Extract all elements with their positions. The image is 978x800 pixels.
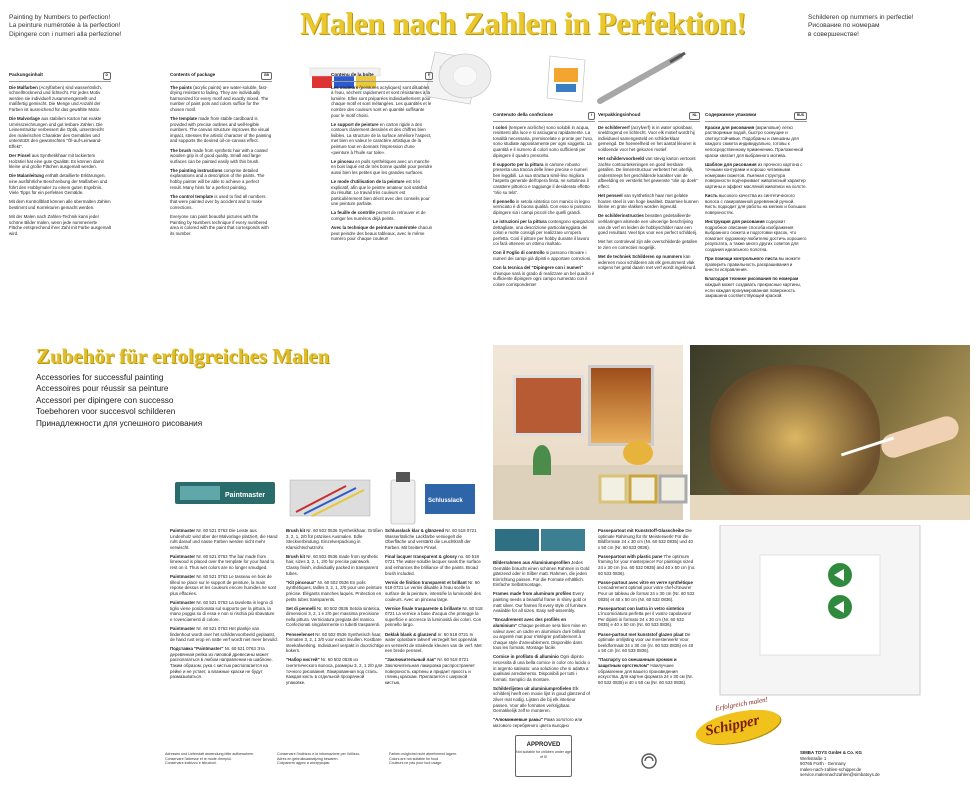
accessory-paragraph [385, 606, 483, 628]
accessory-name: Passepartout con lastra in vetro sintetico [598, 605, 685, 611]
paragraph [331, 210, 433, 221]
accessory-paragraph [286, 554, 384, 576]
language-badge: F [425, 72, 433, 80]
paragraph-lead: Инструкция для рисования [705, 219, 765, 224]
accessory-paragraph [493, 686, 591, 714]
paragraph-text: каждый может создавать прекрасные картины, если каждая пронумерованная поверхность закрашена соответствующей краской. [705, 281, 801, 299]
accessory-name: Cornice in profilato di alluminio [493, 654, 559, 660]
paragraph-lead: Avec la technique de peinture numérotée [331, 225, 417, 231]
accessory-description: Nr. 60 502 0536 Setola sintetica, dimensioni 3, 2, 1 e 2/0 per massima precisione nella pittura. Verniciatura pregiata del manico. Confezionati singolarmente in tubetti trasparenti. [286, 605, 381, 628]
paragraph-text: Met het controleval zijn alle overschilderde getallen te zien en correcties mogelijk. [598, 239, 698, 250]
footer-note-group-1 [165, 752, 265, 766]
paragraph-lead: Het penseel [598, 193, 623, 199]
column-heading-text: Содержимое упаковки [705, 112, 757, 117]
paragraph-lead: Der Pinsel [9, 153, 31, 159]
instruction-sheet-icon [547, 56, 585, 102]
paragraph-lead: The control template [170, 193, 214, 199]
paragraph-text: chacun peut peindre des beaux tableaux, avec le même numéro pour chaque couleur! [331, 225, 433, 242]
tagline-ru-1: Рисование по номерам [808, 22, 880, 30]
language-badge: GB [261, 72, 272, 80]
accessory-paragraph [493, 717, 591, 730]
accessory-paragraph [170, 554, 278, 571]
accessory-description: Nr. 60 521 0763 Het plankje van lindenhout wordt over het schildervoorbeeld geplaatst, de hand rust erop en natte verf wordt niet meer bevuild. [170, 625, 278, 643]
paragraph-text: высокого качества из синтетического волоса с лакированной деревянной ручкой. Кисть подходит для работы на мелких и больших поверхностях. [705, 193, 806, 215]
paragraph [331, 159, 433, 176]
accessory-name: "Алюминиевые рамы" [493, 717, 543, 723]
paragraph-text: contengono spiegazioni dettagliate, una descrizione particolareggiata dei colori e molte consigli per realizzare un'opera perfetta. Così il pittore per hobby durante il lavoro coi farà ottenere un ottimo risultato. [493, 219, 595, 247]
paragraph-lead: Il supporto per la pittura [493, 161, 544, 167]
paragraph-lead: Le mode d'utilisation de la peinture [331, 179, 405, 184]
paragraph-text: comprise detailed explanations and a description of the paints. The hobby painter will be able to achieve a perfect result. Many hints for a perfect painting. [170, 167, 265, 190]
accessory-paragraph [598, 554, 696, 576]
footer-note-group-3 [389, 752, 489, 766]
paragraph-lead: The brush [170, 147, 192, 153]
accessory-description: Every painting needs a beautiful frame in shiny gold or matt silver. Our frames fit every style of furniture. Available for all sizes. Easy self-assembly. [493, 591, 588, 614]
accessory-name: Paintmaster [170, 625, 196, 631]
content-column-0 [9, 72, 111, 336]
accessory-description: L'encadrement optimal pour votre chef-d'œuvre! Pour un tableau de format 24 x 30 cm (Nr. 60 532 0835) et 40 x 50 cm (Nr. 60 533 0836). [598, 585, 695, 602]
content-column-2 [331, 72, 433, 336]
paragraph-lead: The paints [170, 84, 192, 90]
footer-note: Conservare indirizzo e istruzioni. [165, 761, 217, 766]
accessory-description: Die optimale Rahmung für Ihr Meisterwerk! Für die Bildformate 24 x 30 cm (Nr. 60 532 0835) und 40 x 50 cm (Nr. 60 533 0836). [598, 528, 693, 550]
accessory-description: The optimum framing for your masterpiece! For paintings sized 24 x 30 cm (no. 60 532 0835) and 40 x 50 cm (no. 60 533 0836). [598, 553, 696, 576]
accessory-name: Vernice finale trasparente & brillante [385, 605, 462, 611]
accessory-name: Bilderrahmen aus Aluminiumprofilen [493, 560, 570, 565]
accessory-name: "Заключительный лак" [385, 657, 437, 663]
tagline-it: Dipingere con i numeri alla perfezione! [9, 30, 122, 38]
accessory-paragraph [385, 528, 483, 550]
paragraph-text: van stevig karton vertoont zachte contourtekeningen en goed leesbare getallen. De linnenstructuur verbetert het uiterlijk, onderstreept het geschilderde karakter van de afbeelding en versterkt het gewenste "olie op doek" effect. [598, 156, 698, 190]
paragraph [493, 125, 595, 159]
paragraph-text: Everyone can paint beautiful pictures with the Painting by Numbers technique if every numbered area is colored with the paint that corresponds with its number. [170, 213, 269, 236]
accessory-name: Подставка "Paintmaster" [170, 646, 224, 652]
accessories-line-en: Accessories for successful painting [36, 373, 164, 382]
paragraph [331, 179, 433, 207]
paragraph [493, 219, 595, 247]
accessory-paragraph [286, 580, 384, 602]
paragraph [705, 162, 807, 190]
accessory-description: Nr. 60 521 0763 Die Leiste aus Lindenholz wird über der Malvorlage platziert, die Hand ruht darauf und nasse Farben werden nicht mehr verwischt. [170, 528, 278, 550]
accessory-column-4 [598, 528, 696, 743]
paragraph [170, 168, 272, 190]
paragraph-lead: Met de techniek Schilderen op nummers [598, 253, 683, 259]
paragraph [9, 173, 111, 195]
hand-painting-photo [690, 345, 970, 520]
address-line-1: Werkstraße 1 [800, 755, 827, 761]
language-badge: D [103, 72, 111, 80]
paragraph-lead: При помощи контрольного листа [705, 256, 778, 262]
age-warning: Not suitable for children under age of 5! [516, 750, 571, 759]
paragraph-text: из прочного картона с точными контурами и хорошо читаемыми номерами сюжетов. Льняная структура поверхности подчеркивает живописный характер картины и эффект масляной живописи на холсте. [705, 161, 807, 190]
paragraph-lead: Кисть [705, 193, 718, 199]
accessory-column-1 [286, 528, 384, 743]
accessory-paragraph [286, 606, 384, 628]
paragraph [9, 116, 111, 150]
frame-samples-image [493, 525, 588, 555]
accessory-name: "Паспарту со смешанным хромом и защитным оргстеклом" [598, 657, 677, 668]
accessory-column-3 [493, 560, 591, 730]
accessory-description: Nr. 60 521 0763 La tavoletta in legno di tiglio viene posizionata sul supporto per la pittura, la mano poggia su di essa e non si rischia più sbavature e rovesciamenti di colore. [170, 600, 275, 622]
accessory-description: Jedes Gemälde braucht einen schönen Rahmen in Gold glänzend oder in Silber matt. Rahmen, die jeden Einrichtung passen. Für die Formate erhältlich. Einfache Selbstmontage. [493, 560, 590, 588]
column-heading [9, 72, 111, 82]
paragraph-lead: Die Malanleitung [9, 173, 44, 179]
accessory-description: Chaque peinture sera bien mise en valeur avec un cadre en aluminium doré brillant ou argenté mat pour s'intégrer parfaitement à chaque style d'ameublement. Disponible dans tous les formats. Montage facile. [493, 622, 587, 651]
tagline-nl: Schilderen op nummers in perfectie! [808, 14, 914, 21]
paragraph-lead: De schilderinstructies [598, 213, 644, 219]
paragraph-text: si possono ritrovare i numeri dei campi già dipinti e apportare correzioni. [493, 250, 592, 262]
paragraph-lead: De schilderverf [598, 124, 630, 130]
paragraph-text: Mit der Malen nach Zahlen-Technik kann jeder schöne Bilder malen, wenn jede nummerierte Fläche entsprechend ihrer Zahl mit Farbe ausgemalt wird. [9, 213, 111, 236]
accessory-name: Brush kit [286, 553, 306, 559]
footer-note: Adres en gebruiksaanwijzing bewaren. [277, 756, 339, 761]
accessory-description: Nr. 60 518 0721 La vernice a base d'acqua che protegge la superficie e accresce la luminosità dei colori. Con pennello largo. [385, 605, 483, 628]
footer-note: Couleurs ne pas pour tout usage. [389, 761, 443, 766]
paragraph [170, 116, 272, 144]
accessory-name: Penseelenset [286, 631, 315, 637]
paragraph-lead: Le pinceau [331, 158, 354, 164]
accessory-paragraph [598, 528, 696, 550]
footer-note: Adressen und Lieferstatt anwendung bitte aufbewahren. [165, 752, 255, 756]
paragraph [493, 250, 595, 261]
content-column-4 [598, 112, 700, 336]
paragraph-text: en carton rigide a des contours clairement dessinés et des chiffres bien lisibles. La structure de la surface améliore l'aspect, met bien en valeur le caractère artistique de la peinture tout en donnant l'impression d'une «peinture à l'huile sur toile». [331, 121, 432, 155]
accessory-description: Рама золотого или матового серебряного цвета выгодно [493, 717, 583, 728]
accessory-name: Passe-partout met kunststof glazen plaat [598, 631, 684, 637]
accessory-paragraph [385, 554, 483, 576]
company-address [800, 750, 920, 778]
paragraph-lead: Il pennello [493, 198, 515, 204]
paragraph-lead: La feuille de contrôle [331, 210, 375, 216]
accessories-title: Zubehör für erfolgreiches Malen [36, 344, 330, 368]
tagline-en: Painting by Numbers to perfection! [9, 14, 111, 21]
paragraph-lead: I colori [493, 124, 508, 130]
brand-text: Schipper [703, 712, 761, 740]
paintmaster-label: Paintmaster [225, 492, 266, 499]
accessory-name: Schlusslack klar & glänzend [385, 528, 445, 533]
footer-note: Сохраните адрес и инструкцию. [277, 761, 331, 766]
accessory-description: Nr. 60 521 0763 Le tasseau en bois de tilleul se place sur le support de peinture, la main repose dessus et les couleurs encore humides ne sont plus effacées. [170, 574, 277, 596]
accessory-description: De optimale omlijsting voor uw meesterwerk! Voor beeldformaat 24 x 30 cm (nr. 60 532 0835) en 40 x 50 cm (nr. 60 533 0836). [598, 631, 694, 654]
column-heading [598, 112, 700, 122]
accessory-paragraph [286, 528, 384, 550]
accessory-paragraph [598, 580, 696, 602]
accessory-name: Brush kit [286, 528, 306, 533]
address-line-3: malen-nach-zahlen-schipper.de [800, 766, 862, 772]
accessory-description: Nr. 60 502 0536 из синтетического волоса, размеры 3, 2, 1 2/0 для точного рисования. Лакированная под сталь. Каждая кисть в отдельной прозрачной упаковке. [286, 657, 383, 685]
approved-text: APPROVED [526, 742, 561, 748]
accessory-description: Ogni dipinto necessita di una bella cornice in color oro lucido o in argento satinato: una soluzione che si adatta a qualsiasi arredamento. Disponibili per tutti i formati. Semplici da montare. [493, 654, 590, 682]
accessory-description: Nr. 60 518 0721 Le vernis diluable à l'eau scelle la surface de la peinture, intensifie la luminosité des couleurs. Avec un pinceau large. [385, 579, 481, 602]
paragraph-text: (acrylverf) is in water oplosbaar, sneldrogend en lichtecht. Voor elk motief wordt hij individueel samengesteld en schilderklaar gemengd. De hoeveelheid en het aantal kleuren is voldoende voor het gekozen motief. [598, 124, 696, 152]
accessory-name: Set di pennelli [286, 605, 316, 611]
accessory-description: Наилучшее обрамление для вашего произведения искусства. Для картин формата 24 x 30 см (Nr. 60 532 0835) и 40 x 50 см (Nr. 60 533 0836). [598, 662, 693, 685]
paragraph-text: in setola sintetica con manico in legno verniciato è di buona qualità. Con esso si possono dipingere sia i campi piccoli che quelli grandi. [493, 198, 591, 215]
accessory-paragraph [170, 626, 278, 643]
accessory-column-0 [170, 528, 278, 743]
accessory-name: Paintmaster [170, 528, 196, 533]
paragraph-text: (acrylic paints) are water-soluble, fast-drying resistant to fading. They are individually harmonized for every motif and exactly mixed. The number of paint pots and colors suffice for the chosen motif. [170, 84, 269, 112]
header-right-taglines [808, 14, 978, 39]
paragraph-lead: The painting instructions [170, 167, 223, 173]
accessory-column-2 [385, 528, 483, 743]
paragraph-lead: Les couleurs [331, 84, 359, 90]
accessory-description: L'incorniciatura perfetta per il vostro capolavoro! Per dipinti in formato 24 x 30 cm (Nr. 60 532 0835) e 40 x 50 cm (Nr. 60 533 0836). [598, 611, 692, 628]
language-badge: RUS [794, 112, 807, 120]
accessory-name: "Набор кистей" [286, 657, 320, 663]
paragraph-text: chiunque sarà in grado di realizzare un bel quadro è sufficiente dipingere ogni campo numerato con il colore corrispondente! [493, 270, 595, 287]
header-left-taglines [9, 14, 159, 39]
paragraph [598, 125, 700, 153]
footer-note: Farben möglichst nicht abnehmend lagern. [389, 752, 458, 756]
paragraph [331, 225, 433, 242]
paragraph-lead: Благодаря технике рисования по номерам [705, 276, 799, 282]
accessory-description: Nr. 60 521 0763 Эта деревянная рейка из липовой древесины может располагаться в любом направлении на шаблоне. Таким образом, рука с кистью располагается на рейке и не устает, а влажные краски не будут размазываться. [170, 646, 273, 680]
paragraph-lead: Die Malvorlage [9, 116, 40, 122]
paragraph [705, 219, 807, 253]
accessories-line-ru: Принадлежности для успешного рисования [36, 418, 203, 428]
paragraph [9, 85, 111, 113]
paragraph-lead: Шаблон для рисования [705, 161, 757, 167]
paragraph-lead: The template [170, 116, 198, 122]
paragraph-text: (peintures acryliques) sont diluables à l'eau, séchent rapidement et sont résistantes à la lumière. Elles sont préparées individuellement pour chaque motif et sont mélangées. Les quantités et le nombre des couleurs sont en quantité suffisante pour le motif choisi. [331, 84, 432, 118]
main-title: Malen nach Zahlen in Perfektion! [300, 5, 747, 41]
paragraph-text: (Acrylfarben) sind wasserlöslich, schnelltrocknend und lichtecht. Für jedes Motiv werden sie individuell zusammengestellt und maßfertig gemischt. Die Menge und Anzahl der Farben ist ausreichend für das gewählte Motiv. [9, 84, 102, 112]
paragraph-text: (tempere acriliche) sono solubili in acqua, resistenti alla luce e si asciugano rapidamente. La tonalità necessaria, premiscelate e pronte per l'uso, sono studiate appositamente per ogni soggetto. La quantità e il numero di colori sono sufficienti per dipingere il quadro prescelto. [493, 124, 594, 158]
accessory-name: Paintmaster [170, 553, 196, 559]
column-heading-text: Packungsinhalt [9, 72, 43, 77]
accessory-description: no. 60 518 0721 The water-soluble lacquer seals the surface and enhances the brilliance of the paints. Broad brush included. [385, 553, 481, 576]
accessories-line-it: Accessori per dipingere con successo [36, 395, 174, 405]
paragraph-text: bevatten gedetailleerde verklaringen alsmede een uitvoerige beschrijving van de verf en leiden de hobbyschilder naar een goed resultaat. Veel tips voor een perfect schilderij. [598, 213, 698, 236]
accessories-line-nl: Toebehoren voor succesvol schilderen [36, 407, 176, 417]
paragraph-text: вы можете проверить правильность раскрашивания и внести исправления. [705, 256, 801, 273]
column-heading [493, 112, 595, 122]
paragraph [598, 213, 700, 235]
accessories-taglines [36, 372, 336, 429]
paragraph [598, 156, 700, 190]
lacquer-label: Schlusslack [428, 498, 463, 504]
accessory-name: Deklak blank & glanzend [385, 631, 437, 637]
paragraph-text: made from synthetic hair with a coated wooden grip is of good quality. Small and large surfaces can be painted easily with this brush. [170, 147, 268, 164]
paragraph [598, 193, 700, 210]
paragraph [170, 194, 272, 211]
paragraph [9, 153, 111, 170]
accessory-paragraph [385, 657, 483, 685]
paragraph [493, 265, 595, 287]
paragraph-text: содержит подробное описание способа изображения выбранного сюжета и подготовки красок, что помогает художнику-любителю достичь хорошего результата, а также много других советов для создания идеального полотна. [705, 219, 807, 252]
paragraph-text: kan iedereen mooi schilderen als elk genummerd vlak volgens het getal daarin met verf wordt ingekleurd. [598, 253, 697, 271]
cardboard-roll-icon [435, 48, 505, 104]
accessory-paragraph [598, 632, 696, 654]
footer-notes [165, 752, 495, 792]
paragraph-lead: Con il Foglio di controllo [493, 250, 545, 256]
accessory-name: Final lacquer transparent & glossy [385, 553, 457, 559]
accessory-description: Nr. 60 518 0721 Заключительная лакировка распространяет поверхность картины и придает яркость и глянец краскам. Прилагается с широкой кистью. [385, 657, 475, 685]
approved-badge [515, 735, 572, 777]
accessory-name: Paintmaster [170, 574, 196, 580]
slogan-text: Erfolgreich malen! [714, 695, 769, 713]
paragraph-lead: Con la tecnica del "Dipingere con i numeri" [493, 265, 584, 271]
accessory-description: nr. 60 518 0721 In water oplosbare lakverf verzegelt het oppervlak en versterkt de stralende kleuren van de verf. Met een brede penseel. [385, 631, 482, 654]
paragraph-text: aus stabilem Karton hat exakte Umrisszeichnungen und gut lesbare Zahlen. Die Leinenstruktur verbessert die Optik, unterstreicht den malerischen Charakter des Gemäldes und unterstützt den gewünschten "Öl-auf-Leinwand-Effekt". [9, 116, 104, 150]
recycling-icon [640, 752, 658, 770]
frame-profile-image [598, 472, 688, 512]
accessory-paragraph [598, 606, 696, 628]
paragraph-text: is used to find all numbers that were painted over by accident and to make corrections. [170, 193, 266, 210]
footer-note: Colors are not suitable for food [389, 756, 439, 761]
paragraph [598, 254, 700, 271]
accessory-description: Nr. 60 521 0763 The bar made from limewood is placed over the template for your hand to rest on it. Thus wet colors are no longer smudged. [170, 553, 275, 571]
column-heading [170, 72, 272, 82]
paragraph [170, 148, 272, 165]
accessory-paragraph [286, 657, 384, 685]
paragraph-text: en poils synthétiques avec un manche en bois laqué est de très bonne qualité pour peindre aussi bien les petites que les grandes surfaces. [331, 158, 433, 175]
paragraph [705, 256, 807, 273]
accessory-name: Passe-partout avec vitre en verre synthétique [598, 579, 693, 585]
accessory-name: Passepartout mit Kunststoff-Glasscheibe [598, 528, 685, 533]
footer-note: Conservare l'adresse et le mode d'emploi. [165, 756, 232, 761]
paragraph-lead: Die Malfarben [9, 84, 38, 90]
paragraph-text: van synthetisch haar met gelakte houten steel is van hoge kwaliteit. Daarmee kunnen kleine en grote vlakken worden ingevuld. [598, 193, 699, 210]
accessory-description: Nr. 60 502 0536 made from synthetic hair, sizes 3, 2, 1, 2/0 for precise paintwork. Classy finish, individually packed in transparent tubes. [286, 553, 379, 576]
passepartout-image [690, 525, 960, 705]
brush-kit-product-image [286, 472, 376, 522]
paragraph-text: est très explicatif, afin que le peintre amateur soit satisfait du résultat. Le travail très couleurs est particulièrement bien décrit avec des conseils pour une peinture parfaite. [331, 179, 430, 207]
paragraph-text: made from stable cardboard is provided with precise outlines and well-legible numbers. The canvas structure improves the visual impact, stresses the artistic character of the painting and supports the desired oil-on-canvas effect. [170, 116, 272, 144]
accessory-name: Paintmaster [170, 600, 196, 606]
lacquer-product-image [385, 470, 485, 530]
paragraph-lead: Краски для рисования [705, 124, 755, 130]
language-badge: NL [689, 112, 700, 120]
column-heading [331, 72, 433, 82]
paragraph [705, 125, 807, 159]
schipper-logo [695, 695, 785, 748]
paragraph-text: Mit dem Kontrollblatt können alle übermalten Zahlen bestimmt und Korrekturen gemacht werden. [9, 199, 111, 210]
paragraph-text: in cartone robusto presenta una traccia delle linee precise e numeri ben leggibili. La sua struttura simil-lino migliora l'aspetto generale dell'opera finita, ne sottolinea il carattere pittorico e raggiunge il desiderato effetto "olio su tela". [493, 161, 590, 195]
accessory-paragraph [493, 560, 591, 588]
accessory-paragraph [170, 574, 278, 596]
column-heading-text: Contenu de la boîte [331, 72, 374, 77]
paintmaster-product-image [170, 470, 280, 520]
paragraph [170, 214, 272, 236]
accessory-description: Nr. 60 518 0721 Wasserlösliche Lackfarbe versiegelt die Oberfläche und verstärkt die Leuchtkraft der Farben. Mit breitem Pinsel. [385, 528, 477, 550]
content-column-1 [170, 72, 272, 336]
accessory-name: Frames made from aluminum profiles [493, 591, 572, 597]
accessory-name: Passepartout with plastic pane [598, 553, 663, 559]
tagline-fr: La peinture numérotée à la perfection! [9, 22, 121, 30]
accessory-paragraph [493, 591, 591, 613]
paragraph [598, 239, 700, 250]
footer-note: Conservare l'indirizzo e la informazione per l'utilizzo. [277, 752, 361, 756]
accessory-name: "Encadrement avec des profilés en aluminium" [493, 617, 567, 628]
column-heading [705, 112, 807, 122]
paragraph-lead: Le support de peinture [331, 121, 379, 127]
column-heading-text: Verpakkingsinhoud [598, 112, 641, 117]
paragraph-lead: Het schildervoorbeeld [598, 156, 645, 162]
paragraph-text: permet de retrouver et de corriger les numéros déjà peints. [331, 210, 426, 222]
brush-icon [600, 53, 685, 101]
content-column-3 [493, 112, 595, 336]
paragraph [705, 193, 807, 215]
accessories-line-fr: Accessoires pour réussir sa peinture [36, 384, 169, 394]
accessory-paragraph [170, 528, 278, 550]
paragraph [9, 214, 111, 236]
footer-note-group-2 [277, 752, 377, 766]
accessory-paragraph [493, 617, 591, 651]
language-badge: I [588, 112, 595, 120]
paragraph-text: enthält detaillierte Erklärungen, eine ausführliche Beschreibung der Malfarben und führt den Hobbymaler zu einem guten Ergebnis. Viele Tipps für ein perfektes Gemälde. [9, 173, 108, 196]
accessory-description: Nr. 60 502 0536 Synthetisch haar, formaten 3, 2, 1 2/0 voor exact invullen. Kostbare steekafwerking. Individueel verpakt in doorzichtige kokers. [286, 631, 384, 654]
accessory-name: Schilderlijsten uit aluminiumprofielen [493, 685, 572, 691]
accessory-paragraph [385, 632, 483, 654]
accessory-name: "Kit pinceaux" [286, 579, 317, 585]
accessory-description: Nr. 60 502 0536 En poils synthétiques, tailles 3, 2, 1, 2/0 pour une peinture précise. Élégants manches laqués. Protection en petits tubes transparents. [286, 579, 382, 602]
accessory-paragraph [598, 657, 696, 685]
accessory-paragraph [385, 580, 483, 602]
accessory-paragraph [493, 654, 591, 682]
paragraph [705, 276, 807, 298]
tagline-ru-2: в совершенстве! [808, 30, 859, 38]
paragraph-text: aus Synthetikhaar mit lackiertem Holzstiel hat eine gute Qualität. Es können damit kleine und große Flächen ausgemalt werden. [9, 153, 104, 170]
paragraph [331, 122, 433, 156]
paragraph [9, 199, 111, 210]
address-line-2: 90765 Fürth · Germany [800, 761, 846, 767]
accessory-paragraph [170, 600, 278, 622]
paragraph [493, 162, 595, 196]
accessory-name: Vernis de finition transparent et brillant [385, 579, 467, 585]
column-heading-text: Contents of package [170, 72, 216, 77]
address-line-4: service.malennachzahlen@simbatoys.de [800, 772, 880, 778]
company-name: SIMBA TOYS GmbH & Co. KG [800, 750, 862, 755]
content-column-5 [705, 112, 807, 336]
paragraph [331, 85, 433, 119]
paragraph-lead: Le istruzioni per la pittura [493, 219, 547, 224]
column-heading-text: Contenuto della confezione [493, 112, 553, 117]
accessory-paragraph [286, 632, 384, 654]
paragraph-text: (акриловые) легко растворимые водой, быстро сохнущие и светоустойчивые. Подобраны и смешаны для каждого сюжета индивидуально, готовы к непосредственному применению. Приложенной краски хватает для выбранного мотива. [705, 124, 804, 158]
accessory-description: Elk schilderij heeft een mooie lijst in goud glanzend of zilver mat nodig. Lijsten die bij elk interieur passen. Voor alle formaten verkrijgbaar. Gemakkelijk zelf te monteren. [493, 685, 590, 714]
accessory-description: Nr. 60 502 0536 Synthetikhaar, Größen 3, 2, 1, 2/0 für präzises Ausmalen. Edle Steckverbindung. Einzelverpackung in Klarsichtschutzrohr. [286, 528, 383, 550]
paragraph [170, 85, 272, 113]
paragraph [493, 199, 595, 216]
accessory-paragraph [170, 646, 278, 680]
